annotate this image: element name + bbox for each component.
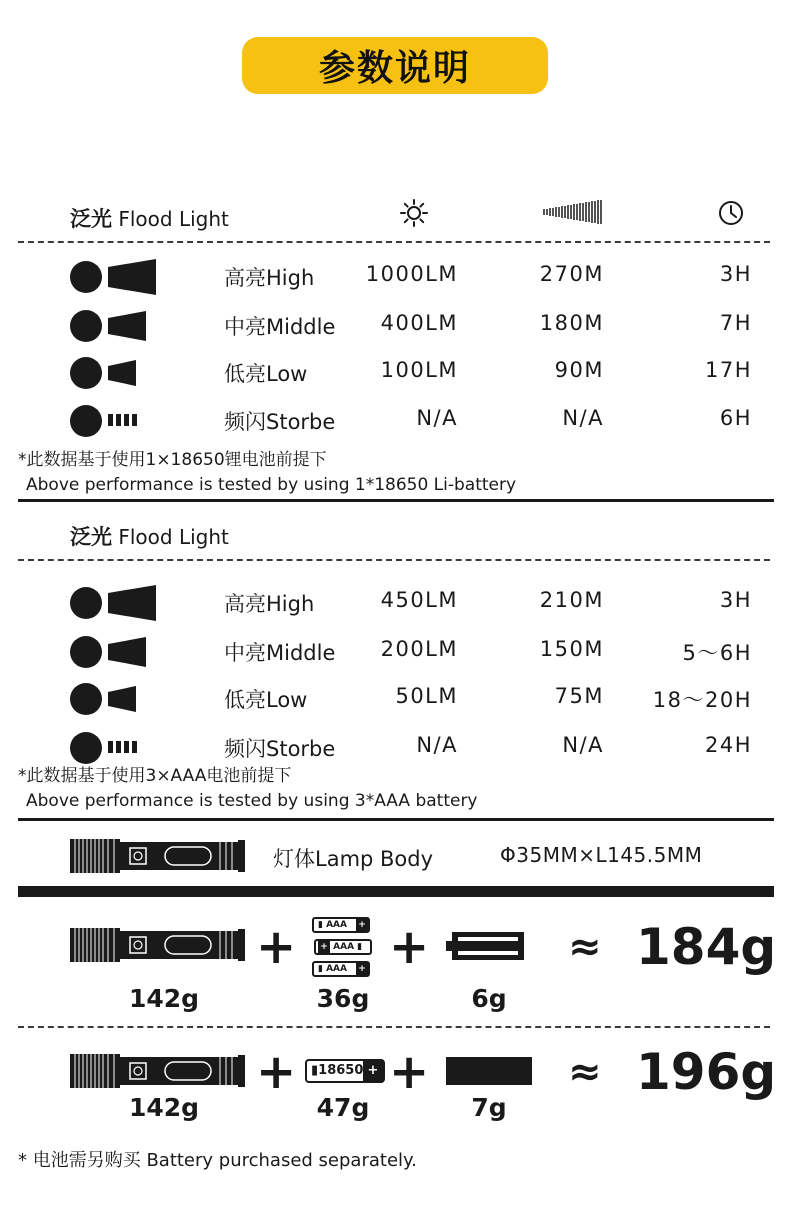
low-beam-icon [70,680,160,718]
note-cn: *此数据基于使用1×18650锂电池前提下 [18,450,327,470]
body-weight: 142g [128,984,200,1013]
table-row [0,352,790,392]
lumens-value: 400LM [380,311,458,335]
battery-label: 18650 [318,1063,364,1078]
lumens-value: 50LM [395,684,458,708]
mode-label: 高亮High [224,592,315,616]
runtime-value: 5～6H [682,641,752,665]
battery-holder-icon [446,930,526,962]
strobe-icon [70,402,160,440]
section2-heading-en: Flood Light [118,525,229,549]
distance-value: 270M [539,262,604,286]
aaa-battery: ▮ AAA + [312,961,370,977]
divider-solid [18,818,774,821]
table-row [0,727,790,767]
lumens-value: N/A [416,406,458,430]
divider-thick [18,886,774,897]
runtime-value: 24H [704,733,752,757]
plus-sign: + [389,1044,430,1100]
divider-solid [18,499,774,502]
mode-label: 低亮Low [224,688,308,712]
divider-dashed [18,241,770,243]
approx-sign: ≈ [568,1049,602,1095]
runtime-value: 18～20H [652,688,752,712]
lumens-value: 1000LM [365,262,458,286]
high-beam-icon [70,258,160,296]
holder-weight: 7g [471,1093,507,1122]
middle-beam-icon [70,307,160,345]
mode-label: 频闪Storbe [224,737,336,761]
approx-sign: ≈ [568,924,602,970]
table-row [0,582,790,622]
note-cn: *此数据基于使用3×AAA电池前提下 [18,766,292,786]
battery-label: AAA [326,964,347,974]
body-weight: 142g [128,1093,200,1122]
table-row [0,678,790,718]
distance-value: N/A [562,406,604,430]
footnote: * 电池需另购买 Battery purchased separately. [18,1150,417,1171]
table-row [0,256,790,296]
note-en: Above performance is tested by using 1*18650 Li-battery [26,475,517,495]
runtime-value: 7H [719,311,752,335]
aaa-batteries-icon [312,917,374,979]
section2-note [18,764,478,814]
runtime-value: 3H [719,588,752,612]
runtime-value: 17H [704,358,752,382]
distance-value: 90M [554,358,604,382]
battery-label: AAA [326,920,347,930]
lumens-value: 450LM [380,588,458,612]
section1-note [18,448,516,498]
lumens-value: 100LM [380,358,458,382]
sun-icon [400,199,428,227]
divider-dashed [18,1026,770,1028]
total-weight: 196g [636,1043,777,1101]
plus-sign: + [389,919,430,975]
mode-label: 高亮High [224,266,315,290]
clock-icon [718,200,744,226]
table-row [0,305,790,345]
divider-dashed [18,559,770,561]
section1-heading-en: Flood Light [118,207,229,231]
holder-weight: 6g [471,984,507,1013]
section1-heading [70,203,229,233]
aaa-battery: + AAA ▮ [314,939,372,955]
mode-label: 中亮Middle [224,641,336,665]
section2-heading [70,521,229,551]
battery-weight: 47g [316,1093,370,1122]
distance-value: 180M [539,311,604,335]
distance-value: N/A [562,733,604,757]
middle-beam-icon [70,633,160,671]
lamp-body-label: 灯体Lamp Body [273,847,434,871]
page-title: 参数说明 [242,37,548,94]
lumens-value: 200LM [380,637,458,661]
table-row [0,631,790,671]
battery-weight: 36g [316,984,370,1013]
note-en: Above performance is tested by using 3*AAA battery [26,791,478,811]
high-beam-icon [70,584,160,622]
flashlight-body-icon [70,1050,245,1092]
flashlight-body-icon [70,924,245,966]
flashlight-body-icon [70,836,245,876]
table-row [0,400,790,440]
distance-value: 210M [539,588,604,612]
plus-sign: + [256,1044,297,1100]
distance-value: 150M [539,637,604,661]
beam-distance-icon [543,199,603,225]
mode-label: 频闪Storbe [224,410,336,434]
low-beam-icon [70,354,160,392]
plus-sign: + [256,919,297,975]
runtime-value: 3H [719,262,752,286]
strobe-icon [70,729,160,767]
mode-label: 中亮Middle [224,315,336,339]
18650-battery-icon: ▮18650 + [305,1059,385,1083]
lumens-value: N/A [416,733,458,757]
distance-value: 75M [554,684,604,708]
total-weight: 184g [636,918,777,976]
battery-label: AAA [333,942,355,952]
aaa-battery: ▮ AAA + [312,917,370,933]
mode-label: 低亮Low [224,362,308,386]
runtime-value: 6H [719,406,752,430]
battery-holder-icon [446,1055,532,1087]
section1-heading-cn: 泛光 [70,207,112,231]
lamp-body-size: Φ35MM×L145.5MM [500,843,703,867]
section2-heading-cn: 泛光 [70,525,112,549]
